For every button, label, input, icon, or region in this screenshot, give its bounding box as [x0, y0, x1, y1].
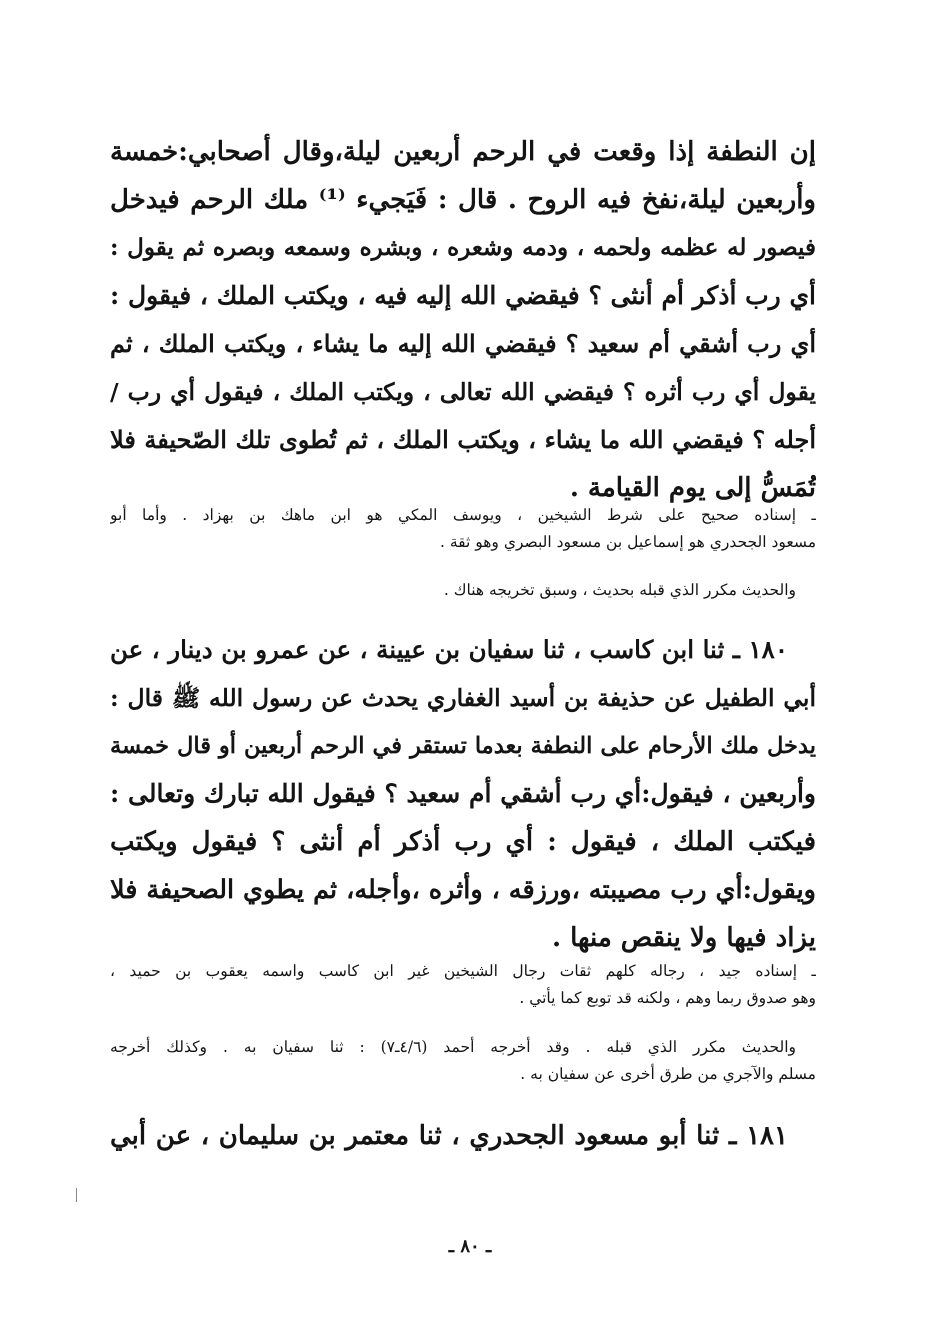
text-line: إن النطفة إذا وقعت في الرحم أربعين ليلة،وقال أصحابي:خمسة — [110, 137, 816, 167]
text-line: يدخل ملك الأرحام على النطفة بعدما تستقر في الرحم أربعين أو قال خمسة — [110, 733, 816, 759]
margin-mark — [76, 1188, 77, 1202]
text-line: وأربعين ، فيقول:أي رب أشقي أم سعيد ؟ فيقول الله تبارك وتعالى : — [110, 779, 816, 808]
note-line: مسعود الجحدري هو إسماعيل بن مسعود البصري وهو ثقة . — [440, 533, 816, 551]
text-line: يزاد فيها ولا ينقص منها . — [551, 923, 816, 953]
footnote-block — [110, 1034, 816, 1088]
text-line: تُمَسُّ إلى يوم القيامة . — [569, 473, 816, 503]
text-line: فيصور له عظمه ولحمه ، ودمه وشعره ، وبشره وسمعه وبصره ثم يقول : — [110, 234, 816, 261]
note-line: ـ إسناده صحيح على شرط الشيخين ، ويوسف المكي هو ابن ماهك بن بهزاد . وأما أبو — [110, 506, 816, 524]
text-line: يقول أي رب أثره ؟ فيقضي الله تعالى ، ويكتب الملك ، فيقول أي رب / — [110, 378, 816, 406]
note-line: مسلم والآجري من طرق أخرى عن سفيان به . — [520, 1065, 816, 1083]
note-line: ـ إسناده جيد ، رجاله كلهم ثقات رجال الشيخين غير ابن كاسب واسمه يعقوب بن حميد ، — [110, 962, 816, 980]
note-line: والحديث مكرر الذي قبله . وقد أخرجه أحمد (٤/٦ـ٧) : ثنا سفيان به . وكذلك أخرجه — [110, 1038, 796, 1056]
text-line: ١٨٠ ـ ثنا ابن كاسب ، ثنا سفيان بن عيينة ، عن عمرو بن دينار ، عن — [110, 635, 788, 664]
note-line: وهو صدوق ربما وهم ، ولكنه قد توبع كما يأتي . — [519, 989, 816, 1007]
text-line: فيكتب الملك ، فيقول : أي رب أذكر أم أنثى ؟ فيقول ويكتب — [110, 827, 816, 857]
text-line: ١٨١ ـ ثنا أبو مسعود الجحدري ، ثنا معتمر بن سليمان ، عن أبي — [110, 1121, 788, 1151]
page-number: ـ ٨٠ ـ — [448, 1236, 492, 1257]
hadith-paragraph-continued — [110, 128, 816, 512]
text-line: أي رب أذكر أم أنثى ؟ فيقضي الله إليه فيه ، ويكتب الملك ، فيقول : — [110, 281, 816, 310]
footnote-block — [110, 502, 816, 556]
text-line: أجله ؟ فيقضي الله ما يشاء ، ويكتب الملك ، ثم تُطوى تلك الصّحيفة فلا — [110, 425, 816, 454]
text-line: أي رب أشقي أم سعيد ؟ فيقضي الله إليه ما يشاء ، ويكتب الملك ، ثم — [110, 329, 816, 358]
text-line: ويقول:أي رب مصيبته ،ورزقه ، وأثره ،وأجله، ثم يطوي الصحيفة فلا — [110, 875, 816, 905]
hadith-paragraph-181 — [110, 1112, 816, 1160]
text-line: وأربعين ليلة،نفخ فيه الروح . قال : فَيَجيء ⁽¹⁾ ملك الرحم فيدخل — [110, 185, 816, 215]
note-line: والحديث مكرر الذي قبله بحديث ، وسبق تخريجه هناك . — [443, 581, 796, 599]
hadith-paragraph-180 — [110, 626, 816, 962]
text-line: أبي الطفيل عن حذيفة بن أسيد الغفاري يحدث عن رسول الله ﷺ قال : — [110, 684, 816, 712]
footnote-block — [110, 577, 816, 604]
footnote-block — [110, 958, 816, 1012]
